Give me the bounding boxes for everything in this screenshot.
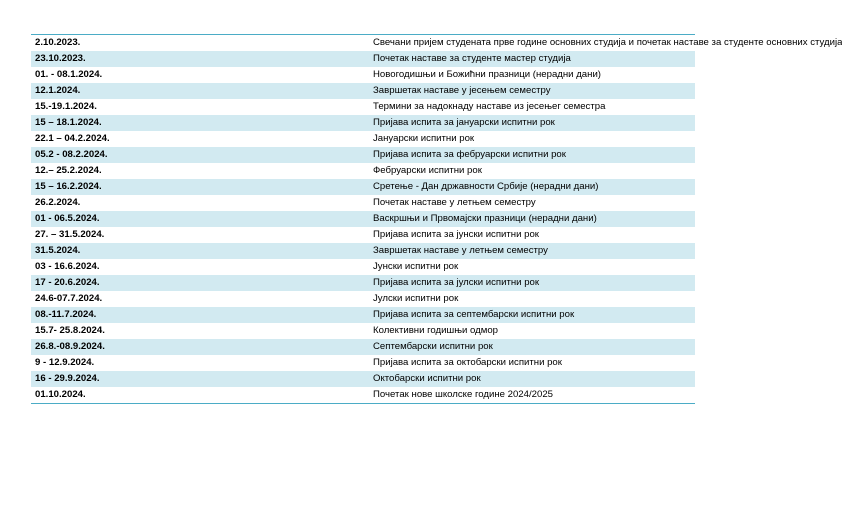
table-row bbox=[31, 227, 695, 243]
table-row bbox=[31, 339, 695, 355]
event-cell: Васкршњи и Првомајски празници (нерадни дани) bbox=[363, 211, 695, 227]
table-row bbox=[31, 259, 695, 275]
date-cell: 17 - 20.6.2024. bbox=[31, 275, 363, 291]
table-row bbox=[31, 163, 695, 179]
event-cell: Термини за надокнаду наставе из јесењег семестра bbox=[363, 99, 695, 115]
table-bottom-rule bbox=[31, 403, 695, 404]
event-cell: Јулски испитни рок bbox=[363, 291, 695, 307]
date-cell: 01. - 08.1.2024. bbox=[31, 67, 363, 83]
date-cell: 01.10.2024. bbox=[31, 387, 363, 403]
event-cell: Завршетак наставе у летњем семестру bbox=[363, 243, 695, 259]
table-row bbox=[31, 387, 695, 403]
event-cell: Септембарски испитни рок bbox=[363, 339, 695, 355]
date-cell: 15 – 18.1.2024. bbox=[31, 115, 363, 131]
event-cell: Октобарски испитни рок bbox=[363, 371, 695, 387]
table-row bbox=[31, 371, 695, 387]
table-row bbox=[31, 67, 695, 83]
date-cell: 03 - 16.6.2024. bbox=[31, 259, 363, 275]
event-cell: Колективни годишњи одмор bbox=[363, 323, 695, 339]
academic-calendar-table bbox=[31, 34, 842, 404]
table-row bbox=[31, 179, 695, 195]
event-cell: Почетак нове школске године 2024/2025 bbox=[363, 387, 695, 403]
event-cell: Почетак наставе за студенте мастер студија bbox=[363, 51, 695, 67]
date-cell: 26.2.2024. bbox=[31, 195, 363, 211]
date-cell: 15 – 16.2.2024. bbox=[31, 179, 363, 195]
table-row bbox=[31, 147, 695, 163]
date-cell: 23.10.2023. bbox=[31, 51, 363, 67]
date-cell: 05.2 - 08.2.2024. bbox=[31, 147, 363, 163]
date-cell: 24.6-07.7.2024. bbox=[31, 291, 363, 307]
date-cell: 16 - 29.9.2024. bbox=[31, 371, 363, 387]
table-row bbox=[31, 291, 695, 307]
date-cell: 31.5.2024. bbox=[31, 243, 363, 259]
table-row bbox=[31, 195, 695, 211]
date-cell: 15.-19.1.2024. bbox=[31, 99, 363, 115]
date-cell: 12.1.2024. bbox=[31, 83, 363, 99]
event-cell: Сретење - Дан државности Србије (нерадни дани) bbox=[363, 179, 695, 195]
event-cell: Јануарски испитни рок bbox=[363, 131, 695, 147]
date-cell: 12.– 25.2.2024. bbox=[31, 163, 363, 179]
event-cell: Почетак наставе у летњем семестру bbox=[363, 195, 695, 211]
date-cell: 15.7- 25.8.2024. bbox=[31, 323, 363, 339]
table-row bbox=[31, 35, 695, 51]
table-row bbox=[31, 355, 695, 371]
table-row bbox=[31, 323, 695, 339]
date-cell: 22.1 – 04.2.2024. bbox=[31, 131, 363, 147]
table-row bbox=[31, 115, 695, 131]
event-cell: Пријава испита за јунски испитни рок bbox=[363, 227, 695, 243]
event-cell: Завршетак наставе у јесењем семестру bbox=[363, 83, 695, 99]
table-row bbox=[31, 131, 695, 147]
table-row bbox=[31, 99, 695, 115]
event-cell: Пријава испита за септембарски испитни рок bbox=[363, 307, 695, 323]
table-row bbox=[31, 51, 695, 67]
date-cell: 08.-11.7.2024. bbox=[31, 307, 363, 323]
table-row bbox=[31, 243, 695, 259]
table-row bbox=[31, 83, 695, 99]
event-cell: Пријава испита за јулски испитни рок bbox=[363, 275, 695, 291]
table-row bbox=[31, 307, 695, 323]
event-cell: Фебруарски испитни рок bbox=[363, 163, 695, 179]
event-cell: Новогодишњи и Божићни празници (нерадни дани) bbox=[363, 67, 695, 83]
event-cell: Свечани пријем студената прве године основних студија и почетак наставе за студенте основних студија bbox=[363, 35, 695, 51]
event-cell: Пријава испита за фебруарски испитни рок bbox=[363, 147, 695, 163]
date-cell: 01 - 06.5.2024. bbox=[31, 211, 363, 227]
date-cell: 26.8.-08.9.2024. bbox=[31, 339, 363, 355]
date-cell: 27. – 31.5.2024. bbox=[31, 227, 363, 243]
table-row bbox=[31, 211, 695, 227]
date-cell: 9 - 12.9.2024. bbox=[31, 355, 363, 371]
event-cell: Пријава испита за октобарски испитни рок bbox=[363, 355, 695, 371]
date-cell: 2.10.2023. bbox=[31, 35, 363, 51]
table-row bbox=[31, 275, 695, 291]
event-cell: Јунски испитни рок bbox=[363, 259, 695, 275]
event-cell: Пријава испита за јануарски испитни рок bbox=[363, 115, 695, 131]
